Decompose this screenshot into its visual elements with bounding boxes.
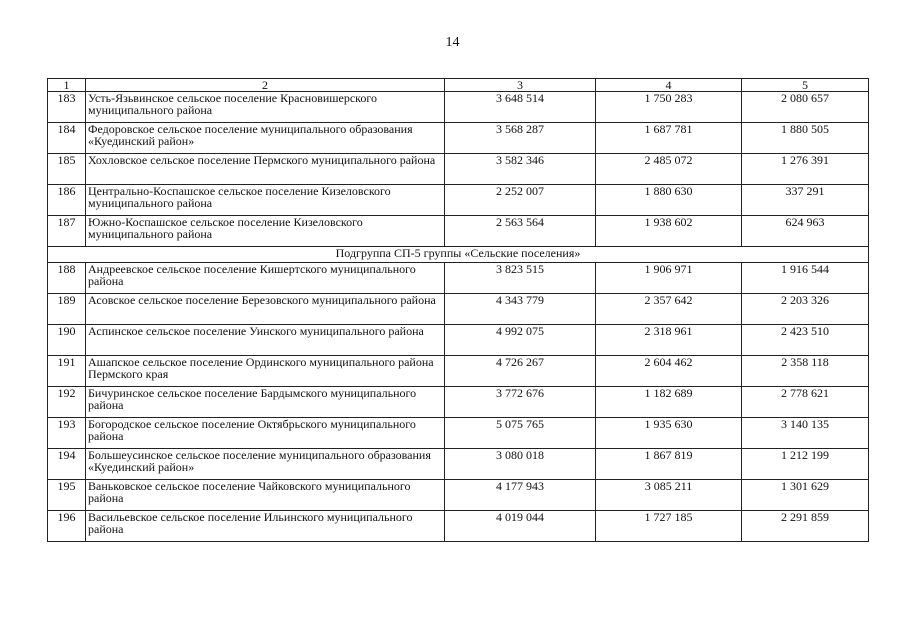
settlement-name: Асовское сельское поселение Березовского муниципального района bbox=[86, 294, 445, 325]
value-col-4: 1 906 971 bbox=[596, 263, 742, 294]
value-col-4: 2 318 961 bbox=[596, 325, 742, 356]
column-header-row bbox=[48, 79, 869, 92]
column-header: 1 bbox=[48, 79, 86, 92]
table-row bbox=[48, 511, 869, 542]
value-col-4: 2 357 642 bbox=[596, 294, 742, 325]
value-col-5: 2 203 326 bbox=[742, 294, 869, 325]
value-col-4: 1 182 689 bbox=[596, 387, 742, 418]
value-col-5: 2 291 859 bbox=[742, 511, 869, 542]
row-number: 187 bbox=[48, 216, 86, 247]
value-col-3: 3 080 018 bbox=[445, 449, 596, 480]
value-col-3: 3 823 515 bbox=[445, 263, 596, 294]
table-row bbox=[48, 185, 869, 216]
table-row bbox=[48, 216, 869, 247]
value-col-3: 3 568 287 bbox=[445, 123, 596, 154]
value-col-3: 3 772 676 bbox=[445, 387, 596, 418]
table-row bbox=[48, 123, 869, 154]
value-col-5: 1 916 544 bbox=[742, 263, 869, 294]
settlement-name: Южно-Коспашское сельское поселение Кизеловского муниципального района bbox=[86, 216, 445, 247]
row-number: 183 bbox=[48, 92, 86, 123]
value-col-4: 1 727 185 bbox=[596, 511, 742, 542]
row-number: 194 bbox=[48, 449, 86, 480]
value-col-3: 4 992 075 bbox=[445, 325, 596, 356]
settlement-name: Большеусинское сельское поселение муниципального образования «Куединский район» bbox=[86, 449, 445, 480]
settlement-name: Усть-Язьвинское сельское поселение Красновишерского муниципального района bbox=[86, 92, 445, 123]
value-col-3: 4 726 267 bbox=[445, 356, 596, 387]
value-col-5: 2 778 621 bbox=[742, 387, 869, 418]
value-col-4: 1 880 630 bbox=[596, 185, 742, 216]
row-number: 195 bbox=[48, 480, 86, 511]
value-col-5: 2 358 118 bbox=[742, 356, 869, 387]
subgroup-title: Подгруппа СП-5 группы «Сельские поселения» bbox=[48, 247, 869, 263]
value-col-3: 4 019 044 bbox=[445, 511, 596, 542]
table-row bbox=[48, 449, 869, 480]
value-col-5: 1 276 391 bbox=[742, 154, 869, 185]
value-col-5: 2 080 657 bbox=[742, 92, 869, 123]
row-number: 190 bbox=[48, 325, 86, 356]
settlement-name: Васильевское сельское поселение Ильинского муниципального района bbox=[86, 511, 445, 542]
row-number: 196 bbox=[48, 511, 86, 542]
settlement-name: Ваньковское сельское поселение Чайковского муниципального района bbox=[86, 480, 445, 511]
value-col-4: 1 867 819 bbox=[596, 449, 742, 480]
table-row bbox=[48, 418, 869, 449]
value-col-5: 1 212 199 bbox=[742, 449, 869, 480]
subgroup-row bbox=[48, 247, 869, 263]
settlement-name: Федоровское сельское поселение муниципального образования «Куединский район» bbox=[86, 123, 445, 154]
value-col-3: 2 563 564 bbox=[445, 216, 596, 247]
value-col-4: 3 085 211 bbox=[596, 480, 742, 511]
value-col-4: 2 604 462 bbox=[596, 356, 742, 387]
table-row bbox=[48, 92, 869, 123]
table-row bbox=[48, 356, 869, 387]
value-col-3: 3 648 514 bbox=[445, 92, 596, 123]
value-col-5: 2 423 510 bbox=[742, 325, 869, 356]
value-col-3: 2 252 007 bbox=[445, 185, 596, 216]
column-header: 5 bbox=[742, 79, 869, 92]
value-col-3: 4 343 779 bbox=[445, 294, 596, 325]
table-row bbox=[48, 154, 869, 185]
table-row bbox=[48, 263, 869, 294]
table-row bbox=[48, 387, 869, 418]
data-table bbox=[47, 78, 869, 542]
value-col-4: 2 485 072 bbox=[596, 154, 742, 185]
value-col-5: 624 963 bbox=[742, 216, 869, 247]
table-row bbox=[48, 325, 869, 356]
settlement-name: Аспинское сельское поселение Уинского муниципального района bbox=[86, 325, 445, 356]
settlement-name: Хохловское сельское поселение Пермского муниципального района bbox=[86, 154, 445, 185]
page-number: 14 bbox=[445, 35, 460, 50]
table-body bbox=[48, 79, 869, 542]
value-col-5: 337 291 bbox=[742, 185, 869, 216]
settlement-name: Ашапское сельское поселение Ординского муниципального района Пермского края bbox=[86, 356, 445, 387]
value-col-3: 4 177 943 bbox=[445, 480, 596, 511]
column-header: 4 bbox=[596, 79, 742, 92]
value-col-5: 3 140 135 bbox=[742, 418, 869, 449]
value-col-4: 1 687 781 bbox=[596, 123, 742, 154]
row-number: 192 bbox=[48, 387, 86, 418]
settlement-name: Богородское сельское поселение Октябрьского муниципального района bbox=[86, 418, 445, 449]
value-col-5: 1 880 505 bbox=[742, 123, 869, 154]
table-row bbox=[48, 480, 869, 511]
settlement-name: Бичуринское сельское поселение Бардымского муниципального района bbox=[86, 387, 445, 418]
row-number: 189 bbox=[48, 294, 86, 325]
row-number: 186 bbox=[48, 185, 86, 216]
value-col-4: 1 935 630 bbox=[596, 418, 742, 449]
row-number: 191 bbox=[48, 356, 86, 387]
row-number: 193 bbox=[48, 418, 86, 449]
settlement-name: Андреевское сельское поселение Кишертского муниципального района bbox=[86, 263, 445, 294]
row-number: 185 bbox=[48, 154, 86, 185]
row-number: 184 bbox=[48, 123, 86, 154]
value-col-4: 1 750 283 bbox=[596, 92, 742, 123]
row-number: 188 bbox=[48, 263, 86, 294]
value-col-5: 1 301 629 bbox=[742, 480, 869, 511]
settlement-name: Центрально-Коспашское сельское поселение Кизеловского муниципального района bbox=[86, 185, 445, 216]
value-col-4: 1 938 602 bbox=[596, 216, 742, 247]
table-row bbox=[48, 294, 869, 325]
value-col-3: 5 075 765 bbox=[445, 418, 596, 449]
value-col-3: 3 582 346 bbox=[445, 154, 596, 185]
column-header: 2 bbox=[86, 79, 445, 92]
column-header: 3 bbox=[445, 79, 596, 92]
